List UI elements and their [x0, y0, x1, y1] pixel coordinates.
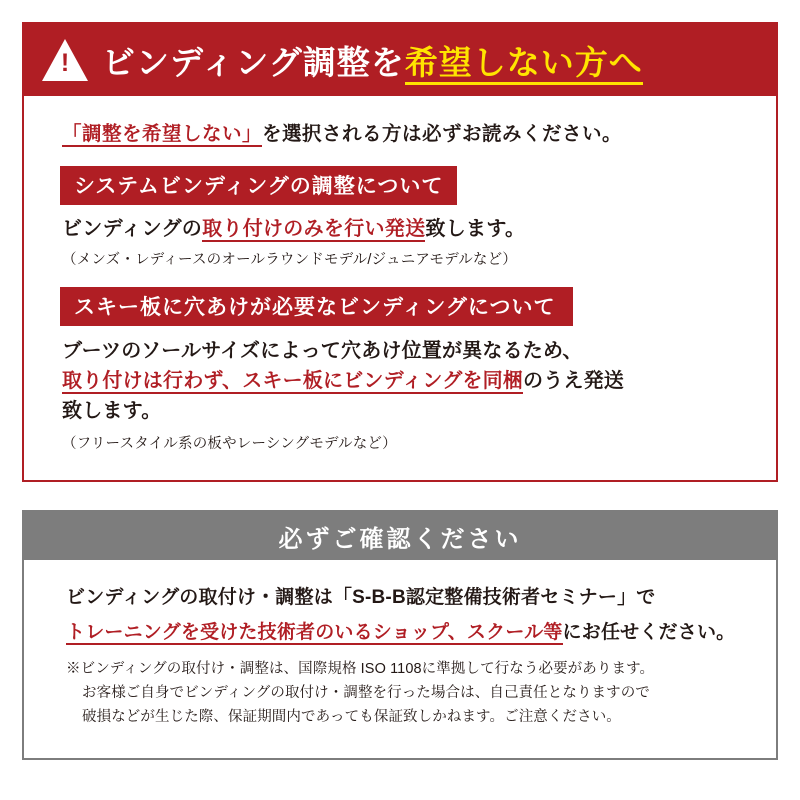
section2-note: （フリースタイル系の板やレーシングモデルなど） [62, 436, 397, 452]
confirm-panel-body [24, 560, 776, 730]
section2-body-underlined: 取り付けは行わず、スキー板にビンディングを同梱 [62, 370, 523, 392]
section2-heading: スキー板に穴あけが必要なビンディングについて [60, 287, 573, 326]
panel-title-plain: ビンディング調整を [102, 43, 405, 81]
lead-rest: を選択される方は必ずお読みください。 [262, 123, 623, 145]
section2-body [62, 336, 752, 426]
section1-heading: システムビンディングの調整について [60, 166, 457, 205]
section2-body-line1: ブーツのソールサイズによって穴あけ位置が異なるため、 [62, 340, 583, 362]
lead-text [62, 118, 752, 146]
panel-header-red [24, 24, 776, 96]
confirm-line-2 [66, 617, 750, 644]
confirm-line-1: ビンディングの取付け・調整は「S-B-B認定整備技術者セミナー」で [66, 587, 656, 608]
warning-triangle-icon: ! [42, 39, 88, 81]
section2-body-line3: 致します。 [62, 400, 162, 422]
section1-body-before: ビンディングの [62, 218, 203, 240]
panel-title [102, 37, 643, 84]
binding-no-adjust-panel [22, 22, 778, 482]
confirm-line-2-after: にお任せください。 [562, 622, 736, 643]
section1-note: （メンズ・レディースのオールラウンドモデル/ジュニアモデルなど） [62, 252, 517, 268]
confirm-panel-header [24, 512, 776, 560]
section1-body [62, 215, 752, 244]
section2-body-line2-after: のうえ発送 [523, 370, 624, 392]
section2-body-line2 [62, 366, 752, 396]
fine-print-line-1: ※ビンディングの取付け・調整は、国際規格 ISO 1108に準拠して行なう必要があります。 [66, 661, 655, 677]
fine-print-line-2: お客様ご自身でビンディングの取付け・調整を行った場合は、自己責任となりますので [82, 684, 650, 701]
panel-title-highlight: 希望しない方へ [405, 44, 643, 85]
confirm-panel [22, 510, 778, 760]
confirm-line-2-underlined: トレーニングを受けた技術者のいるショップ、スクール等 [66, 622, 563, 643]
fine-print-line-3: 破損などが生じた際、保証期間内であっても保証致しかねます。ご注意ください。 [82, 708, 621, 725]
confirm-panel-heading: 必ずご確認ください [278, 525, 522, 553]
section1-body-underlined: 取り付けのみを行い発送 [202, 218, 426, 240]
lead-underlined: 「調整を希望しない」 [62, 123, 263, 145]
fine-print [66, 658, 750, 730]
section1-body-after: 致します。 [425, 218, 526, 240]
panel-body [24, 96, 776, 453]
